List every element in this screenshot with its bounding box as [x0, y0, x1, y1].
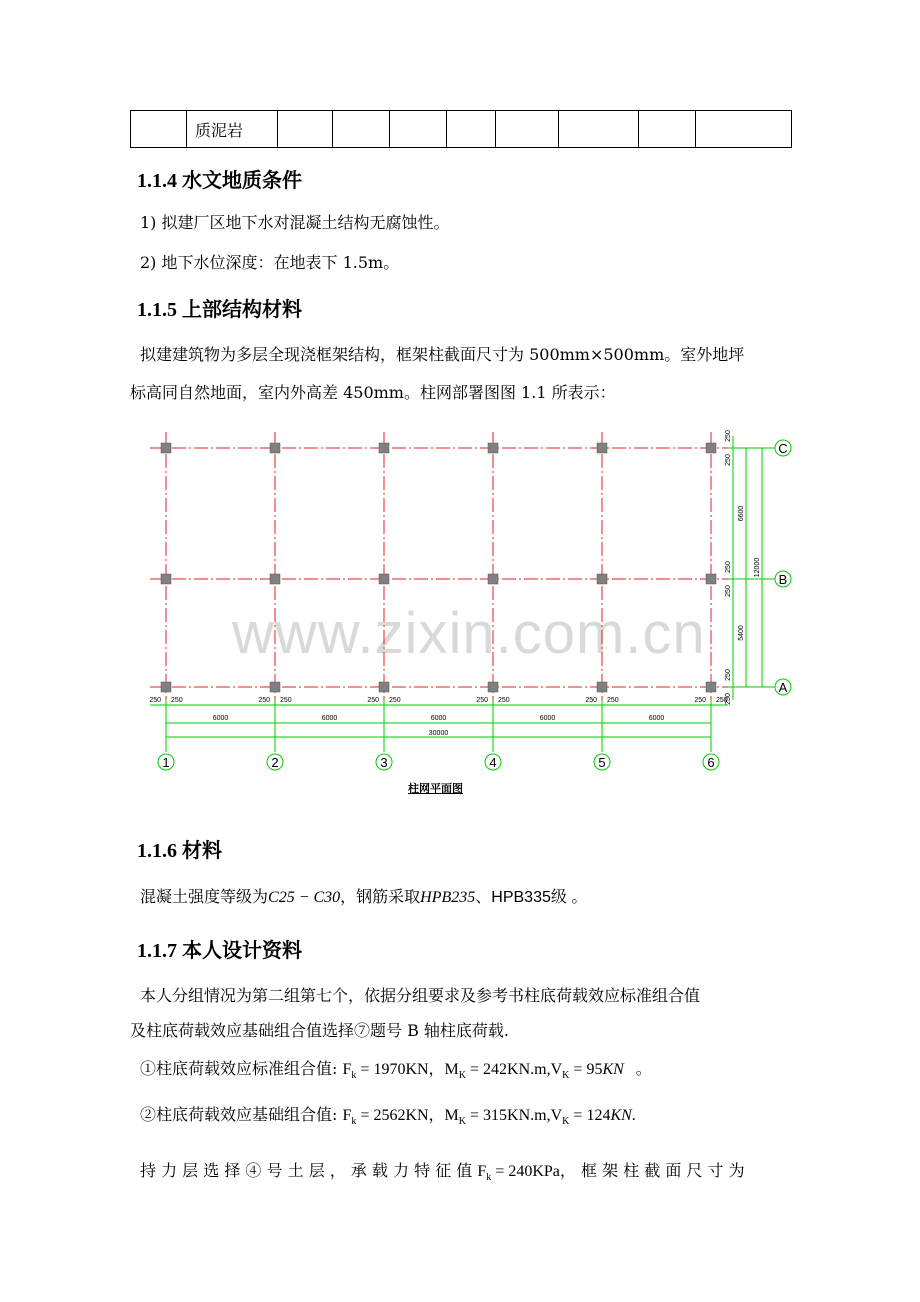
dim-total-y: 12000	[754, 557, 761, 578]
column-square	[270, 682, 280, 692]
text: 、HPB335级 。	[475, 889, 588, 906]
section-heading-1-1-6: 1.1.6 材料	[137, 840, 222, 862]
value-F: 2562KN	[373, 1107, 429, 1124]
value-V: 95	[586, 1061, 603, 1078]
dim-half-col: 250	[258, 697, 270, 704]
column-square	[488, 574, 498, 584]
dim-half-col: 250	[725, 561, 732, 573]
column-square	[379, 574, 389, 584]
column-square	[270, 443, 280, 453]
column-square	[161, 682, 171, 692]
paragraph-line: 本人分组情况为第二组第七个，依据分组要求及参考书柱底荷载效应标准组合值	[140, 986, 701, 1005]
dim-span-BA: 5400	[738, 625, 745, 641]
column-square	[706, 574, 716, 584]
dim-half-col: 250	[367, 697, 379, 704]
dim-bay: 6000	[212, 715, 229, 722]
dim-half-col: 250	[725, 693, 732, 705]
column-square	[379, 682, 389, 692]
text: ②柱底荷载效应基础组合值:	[140, 1105, 338, 1124]
dim-half-col: 250	[607, 697, 619, 704]
load-standard-combination: ①柱底荷载效应标准组合值: $F_k = 1970KN$，$M_K = 242KN.m,V_K = 95KN$ 。	[140, 1059, 652, 1082]
paragraph-line: 标高同自然地面，室内外高差 450mm。柱网部署图图 1.1 所表示：	[130, 383, 616, 402]
column-square	[706, 443, 716, 453]
dim-half-col: 250	[498, 697, 510, 704]
column-square	[488, 443, 498, 453]
list-item: 1) 拟建厂区地下水对混凝土结构无腐蚀性。	[140, 213, 450, 232]
dim-total-x: 30000	[428, 730, 449, 737]
axis-number-3: 3	[380, 755, 388, 770]
text: ①柱底荷载效应标准组合值:	[140, 1059, 338, 1078]
materials-line	[140, 884, 587, 907]
axis-letter-C: C	[778, 441, 788, 456]
column-grid-drawing	[149, 430, 791, 770]
dim-half-col: 250	[280, 697, 292, 704]
column-square	[161, 574, 171, 584]
dim-half-col: 250	[585, 697, 597, 704]
section-heading-1-1-4: 1.1.4 水文地质条件	[137, 170, 302, 192]
watermark: www.zixin.com.cn	[232, 601, 706, 666]
column-square	[379, 443, 389, 453]
dim-half-col: 250	[389, 697, 401, 704]
value-F: 240KPa	[508, 1163, 560, 1180]
dim-half-col: 250	[725, 430, 732, 442]
bearing-layer-line: 持 力 层 选 择 ④ 号 土 层 ， 承 载 力 特 征 值 $F_k = 240KPa$， 框 架 柱 截 面 尺 寸 为	[140, 1161, 745, 1184]
text: ， 框 架 柱 截 面 尺 寸 为	[559, 1161, 745, 1180]
math-concrete-grade: C25 − C30	[268, 889, 341, 906]
section-heading-1-1-5: 1.1.5 上部结构材料	[137, 299, 302, 321]
table-cell-soil-name: 质泥岩	[187, 111, 278, 148]
paragraph-line: 拟建建筑物为多层全现浇框架结构，框架柱截面尺寸为 500mm×500mm。室外地坪	[140, 345, 745, 364]
column-square	[488, 682, 498, 692]
text: 混凝土强度等级为	[140, 887, 269, 906]
column-square	[706, 682, 716, 692]
column-square	[597, 443, 607, 453]
axis-number-1: 1	[162, 755, 170, 770]
axis-number-6: 6	[707, 755, 715, 770]
list-item: 2) 地下水位深度：在地表下 1.5m。	[140, 253, 400, 272]
dim-half-col: 250	[725, 454, 732, 466]
dim-half-col: 250	[171, 697, 183, 704]
value-F: 1970KN	[373, 1061, 429, 1078]
dim-span-CB: 6600	[738, 505, 745, 522]
section-heading-1-1-7: 1.1.7 本人设计资料	[137, 940, 302, 962]
paragraph-line: 及柱底荷载效应基础组合值选择⑦题号 B 轴柱底荷载.	[130, 1021, 510, 1040]
dim-bay: 6000	[539, 715, 556, 722]
dim-half-col: 250	[725, 585, 732, 597]
dim-half-col: 250	[476, 697, 488, 704]
dim-bay: 6000	[321, 715, 338, 722]
dim-bay: 6000	[430, 715, 447, 722]
dim-half-col: 250	[716, 697, 728, 704]
text: ，钢筋采取	[340, 887, 421, 906]
dim-half-col: 250	[149, 697, 161, 704]
column-square	[270, 574, 280, 584]
value-V: 124	[586, 1107, 611, 1124]
column-square	[597, 682, 607, 692]
axis-number-2: 2	[271, 755, 279, 770]
axis-letter-A: A	[778, 680, 788, 695]
value-M: 242KN.m	[483, 1061, 547, 1078]
column-square	[161, 443, 171, 453]
text: 持 力 层 选 择 ④ 号 土 层 ， 承 载 力 特 征 值	[140, 1161, 473, 1180]
dim-bay: 6000	[648, 715, 665, 722]
figure-caption: 柱网平面图	[408, 783, 463, 795]
math-steel-grade: HPB235	[420, 889, 476, 906]
dim-half-col: 250	[725, 669, 732, 681]
axis-letter-B: B	[778, 572, 788, 587]
value-M: 315KN.m	[483, 1107, 547, 1124]
axis-number-4: 4	[489, 755, 497, 770]
dim-half-col: 250	[694, 697, 706, 704]
axis-number-5: 5	[598, 755, 606, 770]
column-square	[597, 574, 607, 584]
load-basic-combination: ②柱底荷载效应基础组合值: $F_k = 2562KN$，$M_K = 315KN.m,V_K = 124KN$.	[140, 1105, 636, 1128]
